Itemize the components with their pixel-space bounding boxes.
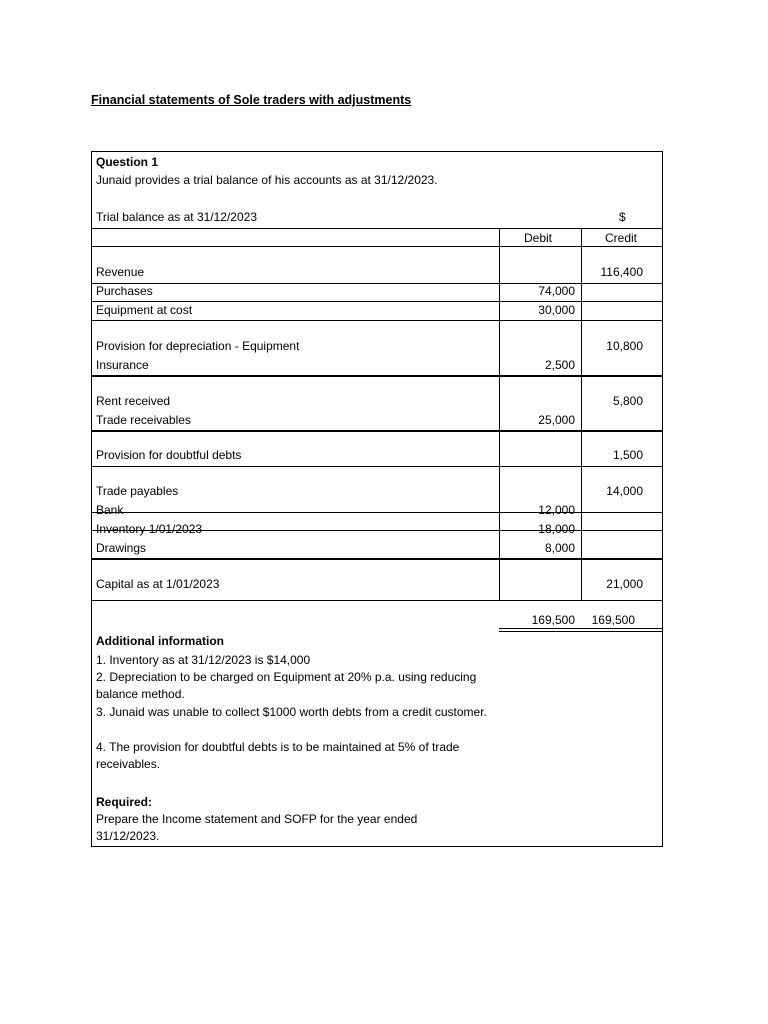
- additional-info-item-3: 3. Junaid was unable to collect $1000 worth debts from a credit customer.: [96, 705, 487, 719]
- row-label: Capital as at 1/01/2023: [96, 577, 220, 591]
- row-label: Bank: [96, 503, 124, 517]
- page-title: Financial statements of Sole traders with adjustments: [91, 93, 412, 107]
- additional-info-heading: Additional information: [96, 634, 224, 648]
- row-label: Rent received: [96, 394, 171, 408]
- question-intro: Junaid provides a trial balance of his accounts as at 31/12/2023.: [96, 173, 438, 187]
- row-label: Trade payables: [96, 484, 179, 498]
- totals-double-rule-lower: [499, 631, 663, 632]
- totals-double-rule-upper: [499, 628, 663, 629]
- row-credit-value: 14,000: [606, 484, 643, 498]
- row-separator-rule: [91, 559, 663, 560]
- row-credit-value: 21,000: [606, 577, 643, 591]
- row-separator-rule: [91, 431, 663, 432]
- table-header-top-rule: [91, 228, 663, 229]
- row-debit-value: 8,000: [544, 541, 575, 555]
- row-separator-rule: [91, 466, 663, 467]
- row-label: Trade receivables: [96, 413, 191, 427]
- row-debit-value: 25,000: [538, 413, 575, 427]
- question-heading: Question 1: [96, 155, 159, 169]
- row-label: Drawings: [96, 541, 147, 555]
- additional-info-item-2: 2. Depreciation to be charged on Equipment at 20% p.a. using reducing balance method.: [96, 670, 477, 702]
- row-debit-value: 30,000: [538, 303, 575, 317]
- row-separator-rule: [91, 512, 663, 513]
- total-credit: 169,500: [591, 613, 635, 627]
- required-text: Prepare the Income statement and SOFP for the year ended 31/12/2023.: [96, 812, 418, 844]
- row-debit-value: 74,000: [538, 284, 575, 298]
- column-header-credit: Credit: [605, 231, 638, 245]
- row-separator-rule: [91, 376, 663, 377]
- row-debit-value: 18,000: [538, 522, 575, 536]
- table-body-bottom-rule: [91, 600, 663, 601]
- row-separator-rule: [91, 283, 663, 284]
- row-debit-value: 12,000: [538, 503, 575, 517]
- column-header-debit: Debit: [524, 231, 553, 245]
- row-separator-rule: [91, 301, 663, 302]
- row-label: Insurance: [96, 358, 149, 372]
- trial-balance-title: Trial balance as at 31/12/2023: [96, 210, 257, 224]
- row-separator-rule: [91, 558, 663, 559]
- row-label: Equipment at cost: [96, 303, 193, 317]
- row-credit-value: 5,800: [612, 394, 643, 408]
- currency-symbol: $: [619, 210, 626, 224]
- required-heading: Required:: [96, 795, 153, 809]
- row-separator-rule: [91, 375, 663, 376]
- row-separator-rule: [91, 320, 663, 321]
- row-label: Purchases: [96, 284, 153, 298]
- row-label: Provision for doubtful debts: [96, 448, 242, 462]
- row-credit-value: 1,500: [612, 448, 643, 462]
- row-debit-value: 2,500: [544, 358, 575, 372]
- row-label: Revenue: [96, 265, 145, 279]
- row-label: Inventory 1/01/2023: [96, 522, 203, 536]
- row-credit-value: 116,400: [600, 265, 643, 279]
- row-label: Provision for depreciation - Equipment: [96, 339, 300, 353]
- row-separator-rule: [91, 430, 663, 431]
- additional-info-item-4: 4. The provision for doubtful debts is to be maintained at 5% of trade receivables.: [96, 740, 460, 772]
- total-debit: 169,500: [531, 613, 575, 627]
- row-credit-value: 10,800: [606, 339, 643, 353]
- additional-info-item-1: 1. Inventory as at 31/12/2023 is $14,000: [96, 653, 311, 667]
- table-header-bottom-rule: [91, 246, 663, 247]
